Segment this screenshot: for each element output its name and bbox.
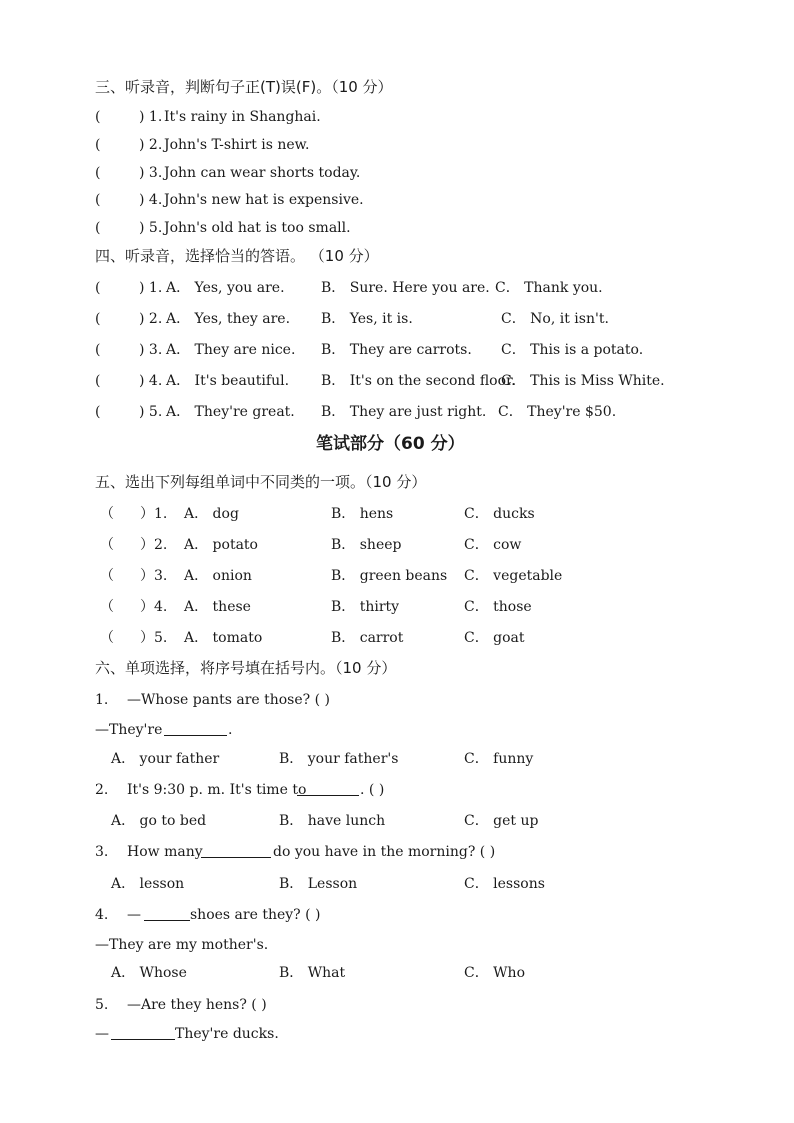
answer-blank[interactable] — [164, 723, 227, 736]
option-a: A． onion — [184, 568, 252, 584]
answer-paren-open[interactable]: ( — [95, 280, 101, 296]
answer-paren-open[interactable]: ( — [95, 192, 101, 208]
option-a: A． your father — [111, 751, 220, 767]
answer-paren-open[interactable]: ( — [95, 311, 101, 327]
question-text: shoes are they? ( ) — [190, 907, 321, 923]
option-a: A． lesson — [111, 876, 185, 892]
question-number: 5. — [95, 997, 109, 1013]
option-c: C． lessons — [464, 876, 545, 892]
section-4-title: 四、听录音，选择恰当的答语。 （10 分） — [95, 247, 379, 265]
option-b: B． hens — [331, 506, 394, 522]
option-b: B． It's on the second floor. — [321, 373, 516, 389]
question-number: 4. — [95, 907, 109, 923]
option-a: A． potato — [184, 537, 258, 553]
item-text: John's old hat is too small. — [164, 220, 351, 236]
item-number: ）3. — [140, 568, 168, 584]
answer-paren-open[interactable]: （ — [100, 537, 114, 553]
answer-paren-open[interactable]: ( — [95, 404, 101, 420]
question-text: How many — [127, 844, 203, 860]
item-number: ) 1. — [139, 109, 163, 125]
answer-paren-open[interactable]: （ — [100, 599, 114, 615]
answer-paren-open[interactable]: （ — [100, 568, 114, 584]
option-c: C． They're $50. — [498, 404, 617, 420]
question-number: 1. — [95, 692, 109, 708]
option-c: C． This is Miss White. — [501, 373, 665, 389]
answer-blank[interactable] — [144, 908, 190, 921]
item-number: ）5. — [140, 630, 168, 646]
answer-paren-open[interactable]: （ — [100, 630, 114, 646]
option-a: A． these — [184, 599, 251, 615]
option-c: C． vegetable — [464, 568, 563, 584]
answer-blank[interactable] — [201, 845, 271, 858]
question-suffix: . ( ) — [360, 782, 385, 798]
item-number: ) 5. — [139, 404, 163, 420]
option-c: C． cow — [464, 537, 522, 553]
question-prefix: — — [127, 907, 141, 923]
answer-paren-open[interactable]: ( — [95, 220, 101, 236]
question-text: It's 9:30 p. m. It's time to — [127, 782, 307, 798]
question-number: 2. — [95, 782, 109, 798]
option-b: B． carrot — [331, 630, 404, 646]
answer-prefix: — — [95, 1026, 109, 1042]
item-text: John's T-shirt is new. — [164, 137, 310, 153]
item-number: ) 4. — [139, 192, 163, 208]
answer-paren-open[interactable]: ( — [95, 165, 101, 181]
answer-paren-open[interactable]: ( — [95, 373, 101, 389]
answer-paren-open[interactable]: （ — [100, 506, 114, 522]
item-text: It's rainy in Shanghai. — [164, 109, 321, 125]
answer-blank[interactable] — [111, 1027, 175, 1040]
option-b: B． They are just right. — [321, 404, 487, 420]
item-number: ) 3. — [139, 342, 163, 358]
item-number: ) 2. — [139, 137, 163, 153]
option-c: C． ducks — [464, 506, 535, 522]
option-b: B． Yes, it is. — [321, 311, 413, 327]
option-a: A． Yes, they are. — [166, 311, 291, 327]
answer-paren-open[interactable]: ( — [95, 109, 101, 125]
answer-paren-open[interactable]: ( — [95, 342, 101, 358]
section-5-title: 五、选出下列每组单词中不同类的一项。（10 分） — [95, 473, 427, 491]
answer-suffix: They're ducks. — [175, 1026, 279, 1042]
option-a: A． Yes, you are. — [166, 280, 285, 296]
option-a: A． go to bed — [111, 813, 207, 829]
item-number: ) 3. — [139, 165, 163, 181]
option-c: C． funny — [464, 751, 534, 767]
option-c: C． those — [464, 599, 532, 615]
item-number: ) 4. — [139, 373, 163, 389]
question-suffix: do you have in the morning? ( ) — [273, 844, 496, 860]
section-3-title: 三、听录音，判断句子正(T)误(F)。（10 分） — [95, 78, 393, 96]
item-number: ）4. — [140, 599, 168, 615]
option-a: A． They're great. — [166, 404, 295, 420]
option-c: C． get up — [464, 813, 539, 829]
item-number: ）2. — [140, 537, 168, 553]
option-b: B． have lunch — [279, 813, 386, 829]
option-a: A． They are nice. — [166, 342, 296, 358]
section-6-title: 六、单项选择，将序号填在括号内。（10 分） — [95, 659, 397, 677]
option-c: C． Who — [464, 965, 525, 981]
question-number: 3. — [95, 844, 109, 860]
answer-blank[interactable] — [297, 783, 359, 796]
option-c: C． goat — [464, 630, 525, 646]
option-b: B． your father's — [279, 751, 399, 767]
answer-suffix: . — [228, 722, 233, 738]
question-text: —Whose pants are those? ( ) — [127, 692, 330, 708]
item-text: John can wear shorts today. — [164, 165, 361, 181]
option-b: B． Sure. Here you are. — [321, 280, 490, 296]
option-b: B． sheep — [331, 537, 402, 553]
option-b: B． green beans — [331, 568, 448, 584]
option-a: A． It's beautiful. — [166, 373, 290, 389]
item-number: ) 2. — [139, 311, 163, 327]
item-number: ）1. — [140, 506, 168, 522]
item-number: ) 5. — [139, 220, 163, 236]
answer-prefix: —They're — [95, 722, 163, 738]
option-a: A． tomato — [184, 630, 263, 646]
answer-paren-open[interactable]: ( — [95, 137, 101, 153]
option-c: C． This is a potato. — [501, 342, 644, 358]
item-text: John's new hat is expensive. — [164, 192, 364, 208]
option-b: B． Lesson — [279, 876, 358, 892]
option-c: C． Thank you. — [495, 280, 603, 296]
option-a: A． Whose — [111, 965, 187, 981]
option-a: A． dog — [184, 506, 239, 522]
option-b: B． thirty — [331, 599, 400, 615]
item-number: ) 1. — [139, 280, 163, 296]
option-b: B． They are carrots. — [321, 342, 472, 358]
answer-line: —They are my mother's. — [95, 937, 269, 953]
question-text: —Are they hens? ( ) — [127, 997, 267, 1013]
option-b: B． What — [279, 965, 346, 981]
option-c: C． No, it isn't. — [501, 311, 609, 327]
written-part-title: 笔试部分（60 分） — [316, 434, 465, 454]
